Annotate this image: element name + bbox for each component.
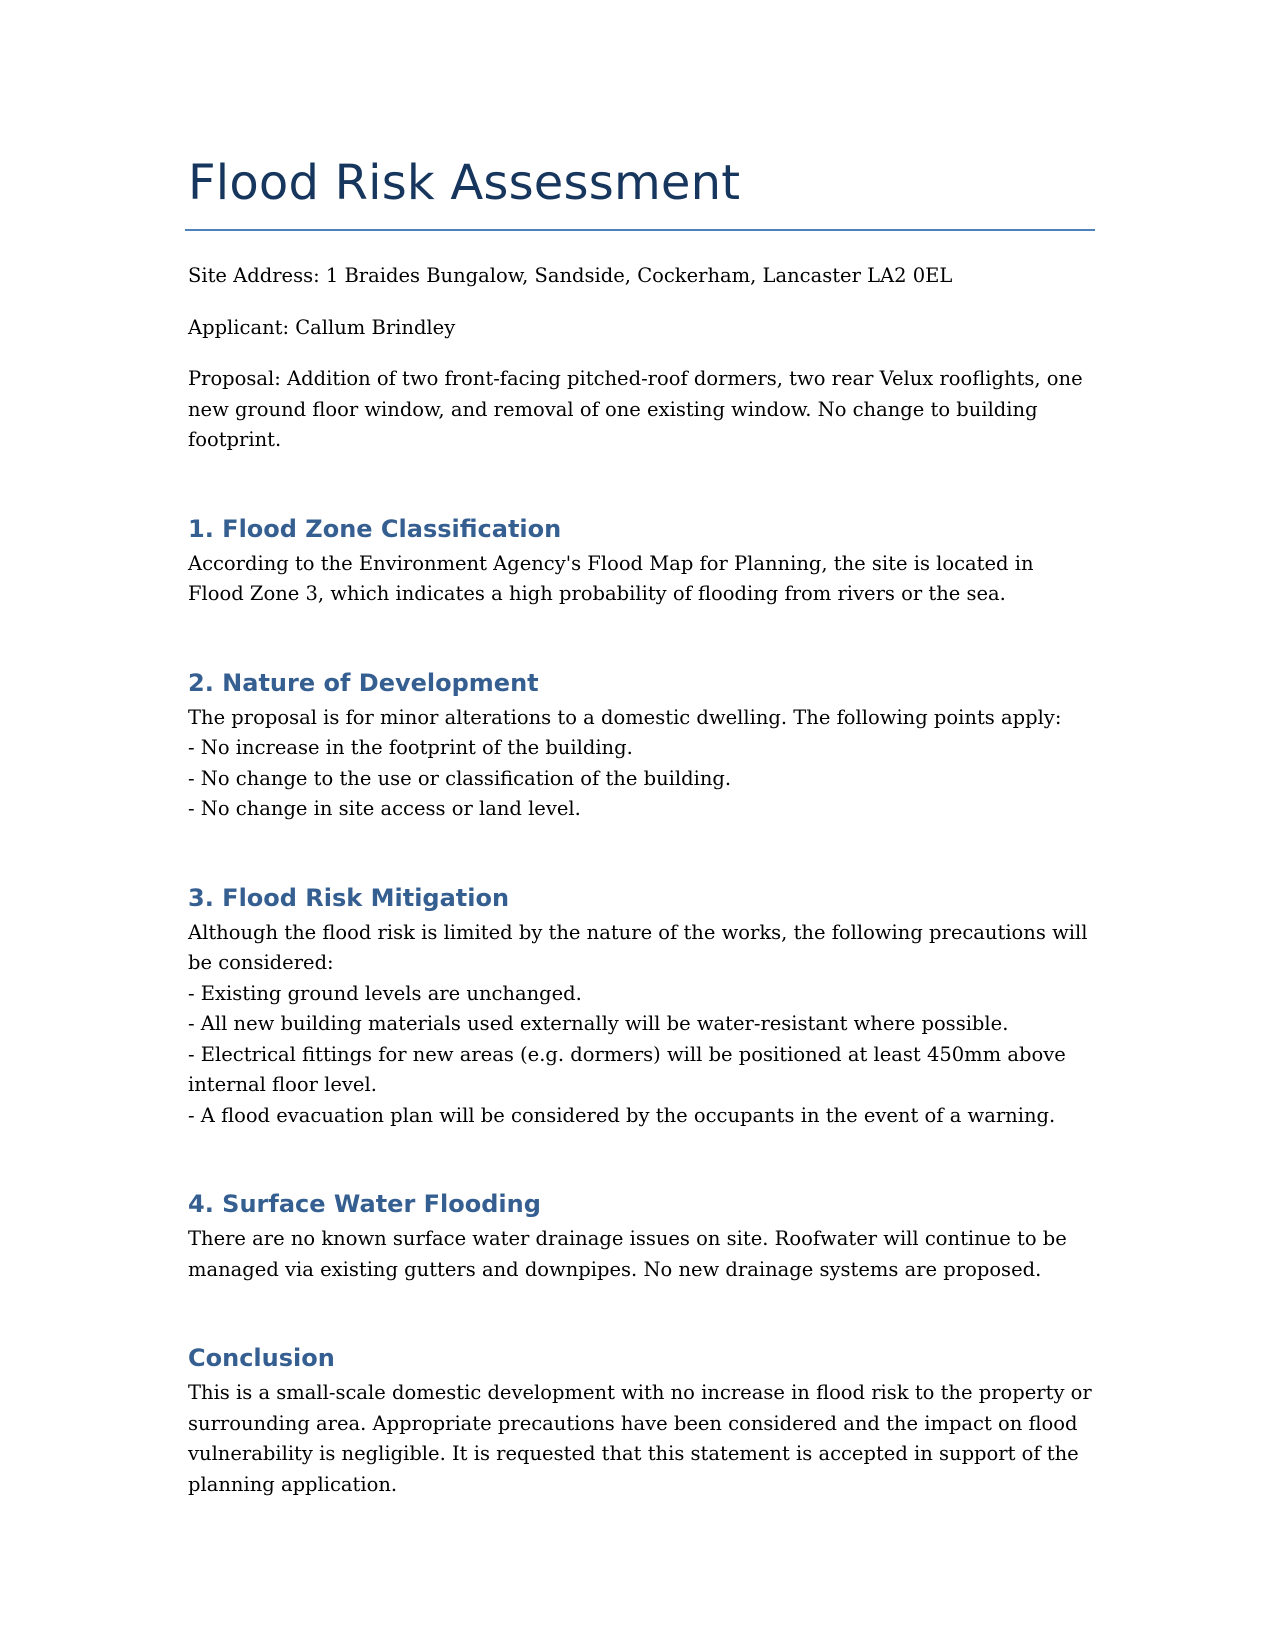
bullet-item: - No increase in the footprint of the building. [188, 736, 633, 759]
bullet-item: - Existing ground levels are unchanged. [188, 981, 582, 1005]
section-body: This is a small-scale domestic development with no increase in flood risk to the property or surrounding area. Appropriate precautions have been considered and the impact on flood vulnerability is negligible. It is requested that this statement is accepted in support of the planning application. [188, 1381, 1092, 1496]
section-surface-water-flooding [188, 1188, 1093, 1285]
bullet-item: - Electrical fittings for new areas (e.g. dormers) will be positioned at least 450mm above internal floor level. [188, 1042, 1066, 1096]
title-underline [185, 229, 1095, 231]
proposal: Proposal: Addition of two front-facing pitched-roof dormers, two rear Velux rooflights, one new ground floor window, and removal of one existing window. No change to building footprint. [188, 367, 1083, 451]
section-body: Although the flood risk is limited by the nature of the works, the following precautions will be considered: [188, 920, 1088, 974]
section-heading: 4. Surface Water Flooding [188, 1190, 541, 1218]
section-body: According to the Environment Agency's Flood Map for Planning, the site is located in Flood Zone 3, which indicates a high probability of flooding from rivers or the sea. [188, 551, 1034, 605]
applicant: Applicant: Callum Brindley [188, 315, 456, 339]
bullet-item: - No change to the use or classification of the building. [188, 766, 732, 790]
section-heading: Conclusion [188, 1344, 335, 1372]
section-heading: 3. Flood Risk Mitigation [188, 883, 510, 912]
section-heading: 2. Nature of Development [188, 668, 539, 697]
section-nature-of-development [188, 667, 1093, 825]
section-body: There are no known surface water drainage issues on site. Roofwater will continue to be managed via existing gutters and downpipes. No new drainage systems are proposed. [188, 1227, 1067, 1281]
document-title: Flood Risk Assessment [188, 155, 741, 211]
bullet-item: - All new building materials used externally will be water-resistant where possible. [188, 1012, 1009, 1035]
section-flood-zone-classification [188, 513, 1093, 610]
document-meta [188, 261, 1093, 456]
bullet-item: - No change in site access or land level. [188, 797, 581, 820]
section-conclusion [188, 1342, 1093, 1500]
document-page [188, 150, 1093, 1500]
section-flood-risk-mitigation [188, 882, 1093, 1132]
bullet-item: - A flood evacuation plan will be considered by the occupants in the event of a warning. [188, 1103, 1056, 1127]
site-address: Site Address: 1 Braides Bungalow, Sandside, Cockerham, Lancaster LA2 0EL [188, 264, 953, 287]
section-body: The proposal is for minor alterations to a domestic dwelling. The following points apply: [188, 705, 1062, 729]
section-heading: 1. Flood Zone Classification [188, 514, 562, 543]
